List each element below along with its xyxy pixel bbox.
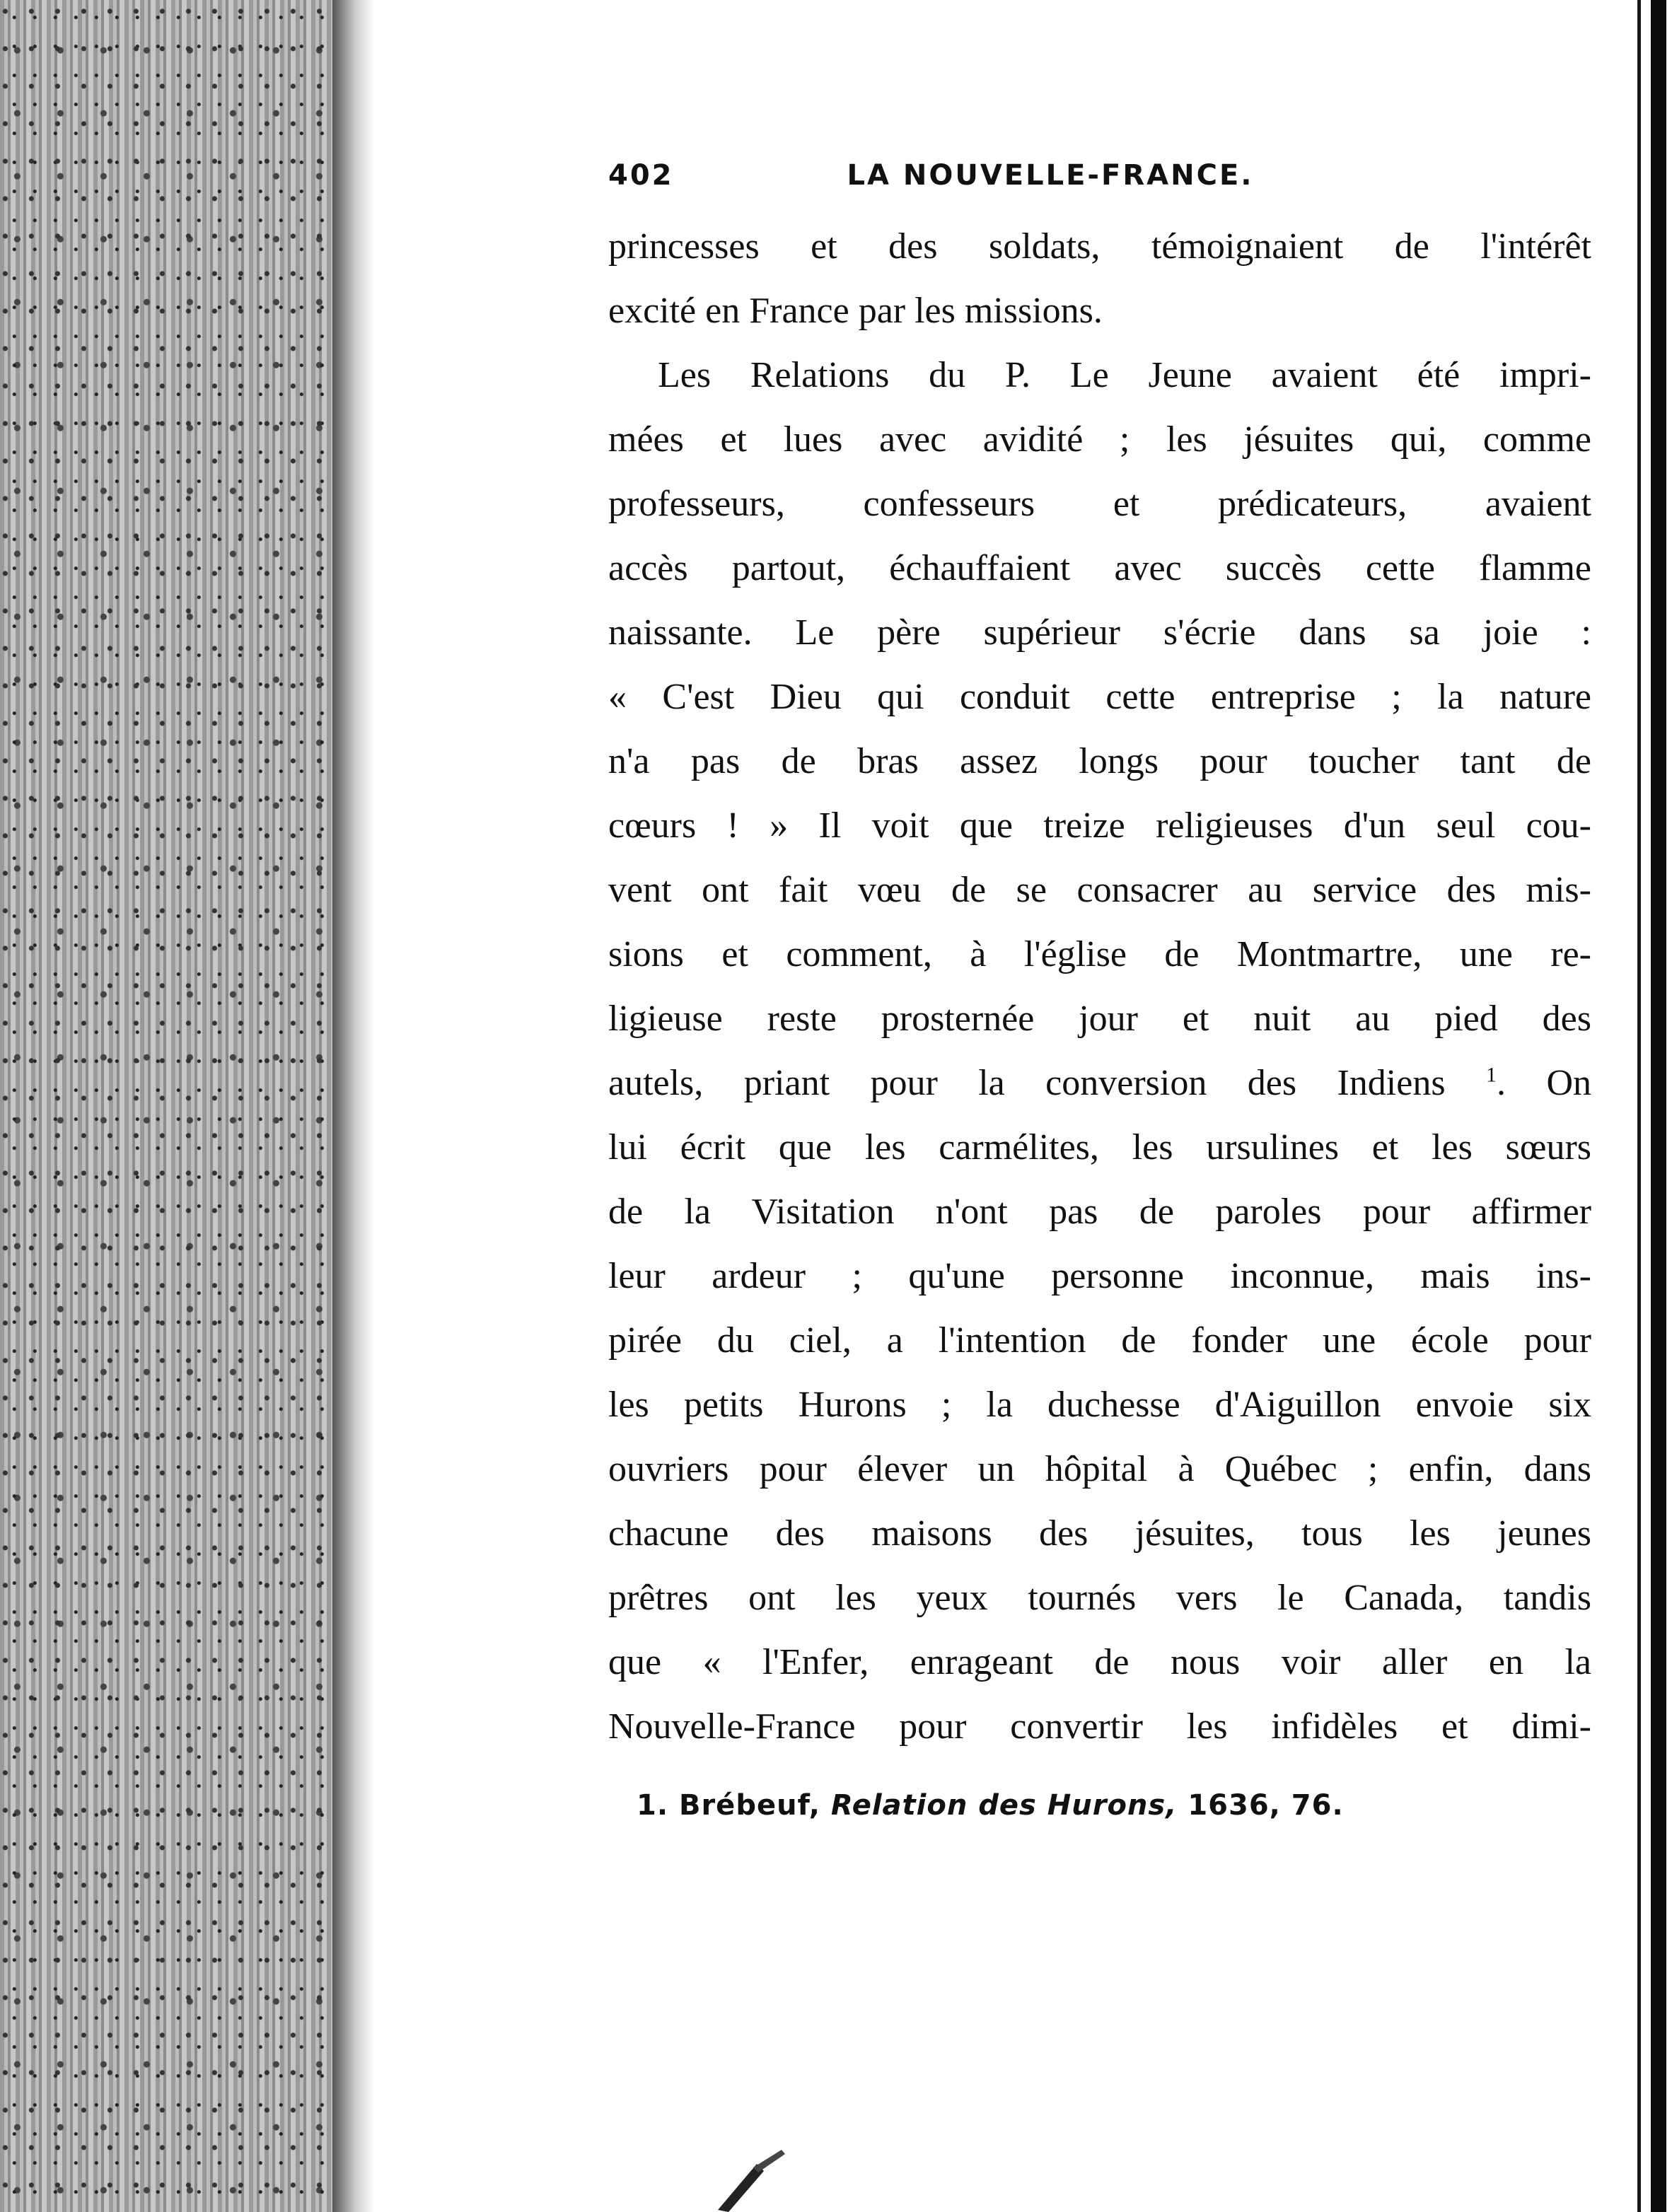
- text-line: [608, 343, 1591, 407]
- scan-border: [1651, 0, 1666, 2212]
- text-line: n'a pas de bras assez longs pour toucher tant de: [608, 741, 1591, 781]
- text-line: que « l'Enfer, enrageant de nous voir aller en la: [608, 1642, 1591, 1682]
- gutter-shadow: [332, 0, 375, 2212]
- text-line: les petits Hurons ; la duchesse d'Aiguillon envoie six: [608, 1385, 1591, 1425]
- text-line: leur ardeur ; qu'une personne inconnue, mais ins-: [608, 1256, 1591, 1296]
- running-title: LA NOUVELLE-FRANCE.: [847, 159, 1254, 192]
- text-line: « C'est Dieu qui conduit cette entreprise ; la nature: [608, 677, 1591, 717]
- scan-border-thin: [1637, 0, 1641, 2212]
- text-line-content: Les Relations du P. Le Jeune avaient été impri-: [658, 355, 1591, 395]
- paragraph-1: [608, 214, 1591, 343]
- text-line: chacune des maisons des jésuites, tous les jeunes: [608, 1513, 1591, 1554]
- book-edge: [0, 0, 368, 2212]
- footnote-citation: 1636, 76.: [1188, 1789, 1344, 1822]
- paragraph-2: [608, 343, 1591, 1759]
- page: [608, 159, 1591, 1825]
- text-line: de la Visitation n'ont pas de paroles pour affirmer: [608, 1192, 1591, 1232]
- text-line: vent ont fait vœu de se consacrer au service des mis-: [608, 870, 1591, 910]
- text-line: lui écrit que les carmélites, les ursulines et les sœurs: [608, 1127, 1591, 1168]
- text-line: pirée du ciel, a l'intention de fonder une école pour: [608, 1320, 1591, 1361]
- text-line: princesses et des soldats, témoignaient de l'intérêt: [608, 226, 1591, 267]
- footnote-number: 1.: [637, 1789, 669, 1822]
- body-text: [608, 214, 1591, 1759]
- footnote-author: Brébeuf,: [678, 1789, 820, 1822]
- running-head: [608, 159, 1591, 214]
- text-line: sions et comment, à l'église de Montmartre, une re-: [608, 934, 1591, 974]
- text-line: ouvriers pour élever un hôpital à Québec ; enfin, dans: [608, 1449, 1591, 1489]
- text-line-content: autels, priant pour la conversion des Indiens: [608, 1063, 1446, 1103]
- text-line: prêtres ont les yeux tournés vers le Canada, tandis: [608, 1578, 1591, 1618]
- footnote: [637, 1786, 1591, 1825]
- text-line: mées et lues avec avidité ; les jésuites qui, comme: [608, 419, 1591, 460]
- text-line: excité en France par les missions.: [608, 291, 1103, 331]
- footnote-reference[interactable]: 1: [1486, 1063, 1497, 1087]
- page-number: 402: [608, 159, 674, 192]
- footnote-title: Relation des Hurons,: [830, 1789, 1178, 1822]
- text-line: ligieuse reste prosternée jour et nuit au pied des: [608, 999, 1591, 1039]
- text-line-tail: . On: [1497, 1063, 1591, 1103]
- scan-artifact: [714, 2150, 799, 2212]
- text-line: accès partout, échauffaient avec succès cette flamme: [608, 548, 1591, 588]
- text-line: professeurs, confesseurs et prédicateurs, avaient: [608, 484, 1591, 524]
- text-line: cœurs ! » Il voit que treize religieuses d'un seul cou-: [608, 805, 1591, 846]
- text-line: Nouvelle-France pour convertir les infidèles et dimi-: [608, 1706, 1591, 1747]
- text-line: naissante. Le père supérieur s'écrie dans sa joie :: [608, 612, 1591, 653]
- text-line: [608, 1051, 1591, 1115]
